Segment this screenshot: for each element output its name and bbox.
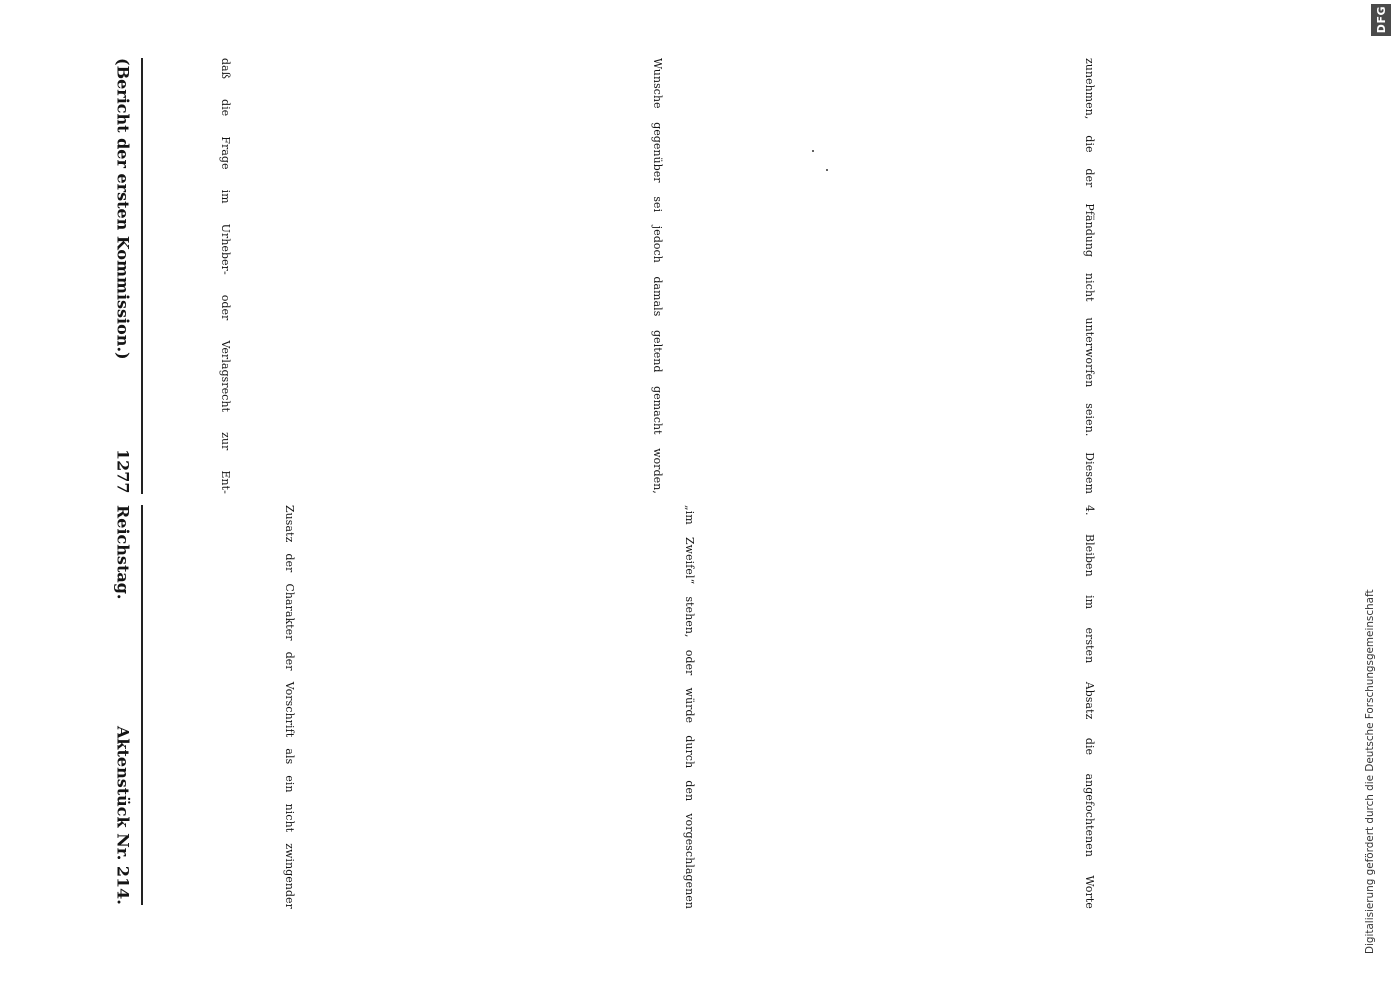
running-head-section-title: (Bericht der ersten Kommission.) [113,58,133,360]
text-line: zunehmen, die der Pfändung nicht unterworfen seien. Diesem [1083,58,1096,494]
text-line: „im Zweifel“ stehen, oder würde durch den vorgeschlagenen [683,505,696,909]
text-column-left-upper [148,505,1096,909]
scan-speck [826,169,828,171]
text-line: Zusatz der Charakter der Vorschrift als ein nicht zwingender [283,505,296,909]
running-head-document-no: Aktenstück Nr. 214. [113,726,133,905]
text-line: 4. Bleiben im ersten Absatz die angefochtenen Worte [1083,505,1096,909]
digitization-credit: Digitalisierung gefördert durch die Deutsche Forschungsgemeinschaft [1364,589,1376,954]
running-head-reichstag: Reichstag. [113,505,133,600]
dfg-logo-icon: DFG [1371,4,1391,36]
running-head-left [108,505,138,905]
scan-speck [812,150,814,152]
text-line: daß die Frage im Urheber- oder Verlagsrecht zur Ent- [219,58,232,494]
text-line: Wunsche gegenüber sei jedoch damals geltend gemacht worden, [651,58,664,494]
page-number: 1277 [113,449,133,494]
text-column-right [148,58,1096,494]
head-rule-left [141,505,143,905]
head-rule-right [141,58,143,494]
running-head-right [108,58,138,494]
